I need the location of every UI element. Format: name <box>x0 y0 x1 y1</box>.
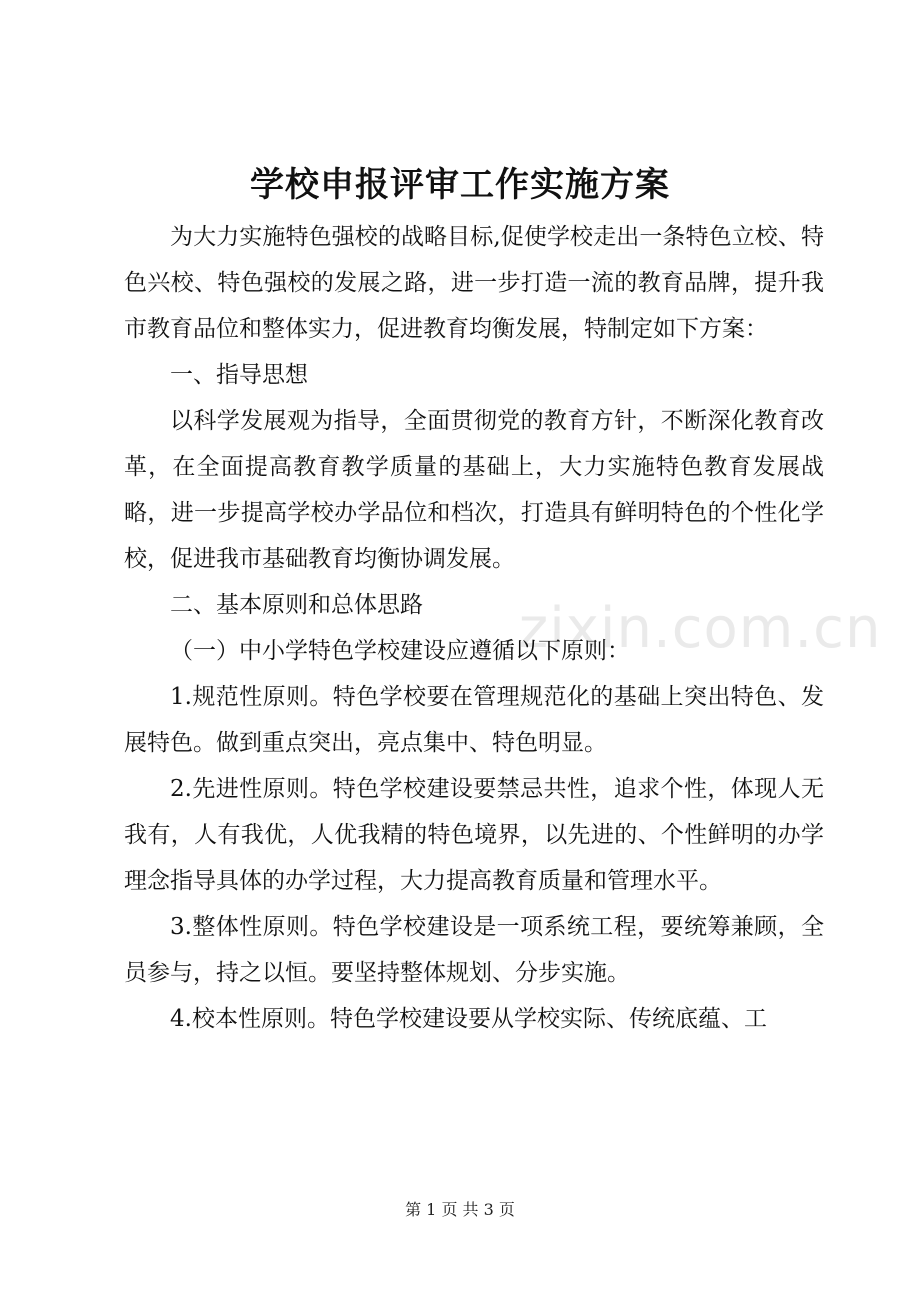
subsection-heading-1: （一）中小学特色学校建设应遵循以下原则： <box>170 638 630 664</box>
principle-item-3: 3.整体性原则。特色学校建设是一项系统工程，要统筹兼顾，全员参与，持之以恒。要坚持整体规划、分步实施。 <box>124 914 824 986</box>
page-footer: 第 1 页 共 3 页 <box>405 1200 515 1219</box>
document-title: 学校申报评审工作实施方案 <box>250 165 670 205</box>
principle-item-4: 4.校本性原则。特色学校建设要从学校实际、传统底蕴、工 <box>170 1006 767 1032</box>
paragraph-intro: 为大力实施特色强校的战略目标,促使学校走出一条特色立校、特色兴校、特色强校的发展之路，进一步打造一流的教育品牌，提升我市教育品位和整体实力，促进教育均衡发展，特制定如下方案： <box>124 224 824 342</box>
document-body <box>124 214 824 1042</box>
section-heading-1: 一、指导思想 <box>170 362 308 388</box>
watermark-logo: .zixin.com.cn <box>500 596 882 661</box>
principle-item-2: 2.先进性原则。特色学校建设要禁忌共性，追求个性，体现人无我有，人有我优，人优我精的特色境界，以先进的、个性鲜明的办学理念指导具体的办学过程，大力提高教育质量和管理水平。 <box>124 776 824 894</box>
paragraph-guiding-ideology: 以科学发展观为指导，全面贯彻党的教育方针，不断深化教育改革，在全面提高教育教学质量的基础上，大力实施特色教育发展战略，进一步提高学校办学品位和档次，打造具有鲜明特色的个性化学校，促进我市基础教育均衡协调发展。 <box>124 408 824 572</box>
section-heading-2: 二、基本原则和总体思路 <box>170 592 423 618</box>
principle-item-1: 1.规范性原则。特色学校要在管理规范化的基础上突出特色、发展特色。做到重点突出，亮点集中、特色明显。 <box>124 684 824 756</box>
